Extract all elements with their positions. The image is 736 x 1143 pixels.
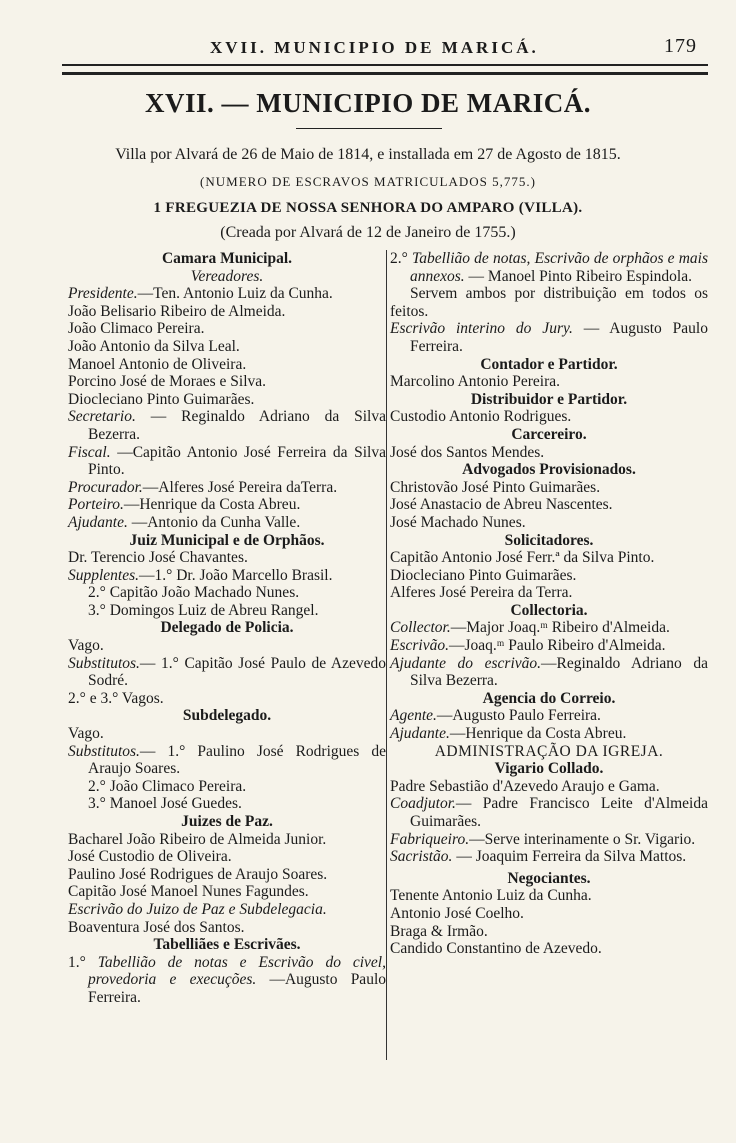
entry: 2.° Capitão João Machado Nunes.: [88, 584, 300, 602]
person-name: — Joaquim Ferreira da Silva Mattos.: [452, 848, 687, 866]
section-heading: Advogados Provisionados.: [462, 461, 636, 479]
entry: José Custodio de Oliveira.: [68, 848, 232, 866]
person-name: — 1.° Capitão José Paulo de Azevedo Sodré.: [88, 654, 386, 690]
section-heading: Vigario Collado.: [494, 760, 604, 778]
role-label: Presidente.: [68, 285, 138, 303]
role-label: Ajudante.: [68, 513, 128, 531]
person-name: —Joaq.ᵐ Paulo Ribeiro d'Almeida.: [448, 637, 666, 655]
entry: Escrivão do Juizo de Paz e Subdelegacia.: [68, 900, 327, 918]
entry: Vago.: [68, 637, 104, 655]
entry: [68, 954, 386, 1007]
entry: Vago.: [68, 725, 104, 743]
role-label: Procurador.: [68, 478, 143, 496]
entry: João Antonio da Silva Leal.: [68, 337, 240, 355]
person-name: —Augusto Paulo Ferreira.: [88, 971, 386, 1006]
entry: [68, 479, 386, 497]
entry: José Anastacio de Abreu Nascentes.: [390, 496, 613, 514]
note: Servem ambos por distribuição em todos os feitos.: [390, 285, 708, 320]
role-label: Secretario.: [68, 408, 136, 426]
entry: 2.° João Climaco Pereira.: [88, 777, 247, 795]
right-column: [390, 250, 708, 958]
entry: Braga & Irmão.: [390, 922, 488, 940]
page-number: 179: [664, 35, 697, 57]
person-name: — Augusto Paulo Ferreira.: [410, 320, 708, 355]
section-heading: Camara Municipal.: [161, 250, 293, 267]
role-label: Sacristão.: [390, 848, 453, 866]
entry: [390, 655, 708, 690]
entry: [68, 285, 386, 303]
section-heading: Juiz Municipal e de Orphãos.: [129, 531, 325, 549]
role-label: Agente.: [390, 707, 437, 725]
person-name: — Manoel Pinto Ribeiro Espindola.: [464, 267, 692, 285]
parish-note: (Creada por Alvará de 12 de Janeiro de 1755.): [220, 224, 516, 241]
entry: João Belisario Ribeiro de Almeida.: [68, 302, 286, 320]
role-label: Tabellião de notas, Escrivão de orphãos e mais annexos.: [410, 250, 708, 285]
entry: [68, 567, 386, 585]
entry: [68, 408, 386, 443]
role-label: Supplentes.: [68, 566, 140, 584]
section-heading: Distribuidor e Partidor.: [470, 390, 628, 408]
entry: Bacharel João Ribeiro de Almeida Junior.: [68, 830, 327, 848]
entry: Manoel Antonio de Oliveira.: [68, 355, 247, 373]
person-name: —Reginaldo Adriano da Silva Bezerra.: [410, 654, 708, 690]
person-name: — Reginaldo Adriano da Silva Bezerra.: [88, 408, 386, 443]
person-name: —Henrique da Costa Abreu.: [449, 725, 627, 743]
entry: Alferes José Pereira da Terra.: [390, 584, 573, 602]
section-heading: Negociantes.: [507, 869, 591, 887]
entry: Antonio José Coelho.: [390, 904, 524, 922]
role-label: Fabriqueiro.: [390, 830, 470, 848]
person-name: — 1.° Paulino José Rodrigues de Araujo Soares.: [88, 742, 386, 778]
role-label: Escrivão interino do Jury.: [390, 320, 573, 338]
role-label: Tabellião de notas e Escrivão do civel, provedoria e execuções.: [88, 953, 386, 989]
person-name: —Augusto Paulo Ferreira.: [436, 707, 601, 725]
entry: [390, 795, 708, 830]
person-name: —Capitão Antonio José Ferreira da Silva Pinto.: [88, 443, 386, 479]
parish-heading: 1 FREGUEZIA DE NOSSA SENHORA DO AMPARO (VILLA).: [153, 200, 583, 216]
role-label: Substitutos.: [68, 654, 140, 672]
subheading: Vereadores.: [190, 267, 264, 285]
entry: Christovão José Pinto Guimarães.: [390, 478, 601, 496]
entry: [68, 496, 386, 514]
entry: Candido Constantino de Azevedo.: [390, 940, 602, 958]
section-heading: Agencia do Correio.: [482, 689, 616, 707]
role-label: Escrivão.: [390, 637, 449, 655]
entry: [390, 725, 708, 743]
section-heading: Juizes de Paz.: [181, 813, 273, 830]
entry: [390, 250, 708, 285]
running-title: XVII. MUNICIPIO DE MARICÁ.: [210, 38, 539, 57]
entry: 3.° Domingos Luiz de Abreu Rangel.: [88, 601, 319, 619]
entry: Diocleciano Pinto Guimarães.: [68, 390, 255, 408]
entry: Marcolino Antonio Pereira.: [390, 373, 561, 391]
entry: Diocleciano Pinto Guimarães.: [390, 566, 577, 584]
person-name: —Antonio da Cunha Valle.: [127, 513, 301, 531]
role-label: Collector.: [390, 619, 451, 637]
page-title: XVII. — MUNICIPIO DE MARICÁ.: [145, 88, 591, 118]
entry: [68, 743, 386, 778]
left-column: [68, 250, 386, 1007]
person-name: —Alferes José Pereira daTerra.: [142, 478, 338, 496]
entry: Porcino José de Moraes e Silva.: [68, 373, 267, 391]
person-name: —1.° Dr. João Marcello Brasil.: [139, 566, 333, 584]
entry: Capitão José Manoel Nunes Fagundes.: [68, 883, 309, 901]
entry: Paulino José Rodrigues de Araujo Soares.: [68, 865, 328, 883]
title-rule: [296, 128, 442, 129]
entry: Custodio Antonio Rodrigues.: [390, 408, 572, 426]
entry: 2.° e 3.° Vagos.: [68, 689, 164, 707]
person-name: —Ten. Antonio Luiz da Cunha.: [137, 285, 333, 303]
entry: [390, 637, 708, 655]
entry: [68, 655, 386, 690]
entry: Dr. Terencio José Chavantes.: [68, 549, 248, 567]
entry: José Machado Nunes.: [390, 513, 526, 531]
entry: José dos Santos Mendes.: [390, 443, 545, 461]
entry: [390, 619, 708, 637]
person-name: — Padre Francisco Leite d'Almeida Guimarães.: [410, 795, 708, 830]
slave-count: (NUMERO DE ESCRAVOS MATRICULADOS 5,775.): [200, 174, 536, 189]
entry: [68, 514, 386, 532]
person-name: —Major Joaq.ᵐ Ribeiro d'Almeida.: [450, 619, 670, 637]
entry: [390, 831, 708, 849]
intro-line: Villa por Alvará de 26 de Maio de 1814, e installada em 27 de Agosto de 1815.: [115, 146, 621, 163]
section-heading: Tabelliães e Escrivães.: [153, 936, 301, 954]
entry: Padre Sebastião d'Azevedo Araujo e Gama.: [390, 777, 660, 795]
role-label: Porteiro.: [68, 496, 124, 514]
section-heading: ADMINISTRAÇÃO DA IGREJA.: [434, 742, 664, 760]
person-name: —Henrique da Costa Abreu.: [123, 496, 301, 514]
role-label: Fiscal.: [68, 443, 111, 461]
role-label: Coadjutor.: [390, 795, 456, 813]
section-heading: Collectoria.: [510, 601, 588, 619]
person-name: —Serve interinamente o Sr. Vigario.: [469, 830, 696, 848]
entry: [390, 320, 708, 355]
section-heading: Delegado de Policia.: [160, 619, 294, 637]
entry: Capitão Antonio José Ferr.ª da Silva Pinto.: [390, 549, 655, 567]
role-label: Ajudante do escrivão.: [390, 654, 542, 672]
item-number: 2.°: [390, 250, 412, 267]
section-heading: Solicitadores.: [504, 531, 594, 549]
entry: [390, 707, 708, 725]
entry: Boaventura José dos Santos.: [68, 918, 245, 936]
entry: [68, 444, 386, 479]
role-label: Ajudante.: [390, 725, 450, 743]
section-heading: Contador e Partidor.: [480, 355, 618, 373]
section-heading: Carcereiro.: [511, 425, 587, 443]
column-divider: [386, 250, 387, 1060]
entry: Tenente Antonio Luiz da Cunha.: [390, 887, 592, 905]
entry: João Climaco Pereira.: [68, 320, 205, 338]
section-heading: Subdelegado.: [182, 707, 272, 725]
entry: [390, 848, 708, 866]
role-label: Substitutos.: [68, 742, 140, 760]
item-number: 1.°: [68, 953, 98, 971]
entry: 3.° Manoel José Guedes.: [88, 795, 242, 813]
header-rule-thick: [62, 72, 708, 75]
header-rule-thin: [62, 64, 708, 66]
